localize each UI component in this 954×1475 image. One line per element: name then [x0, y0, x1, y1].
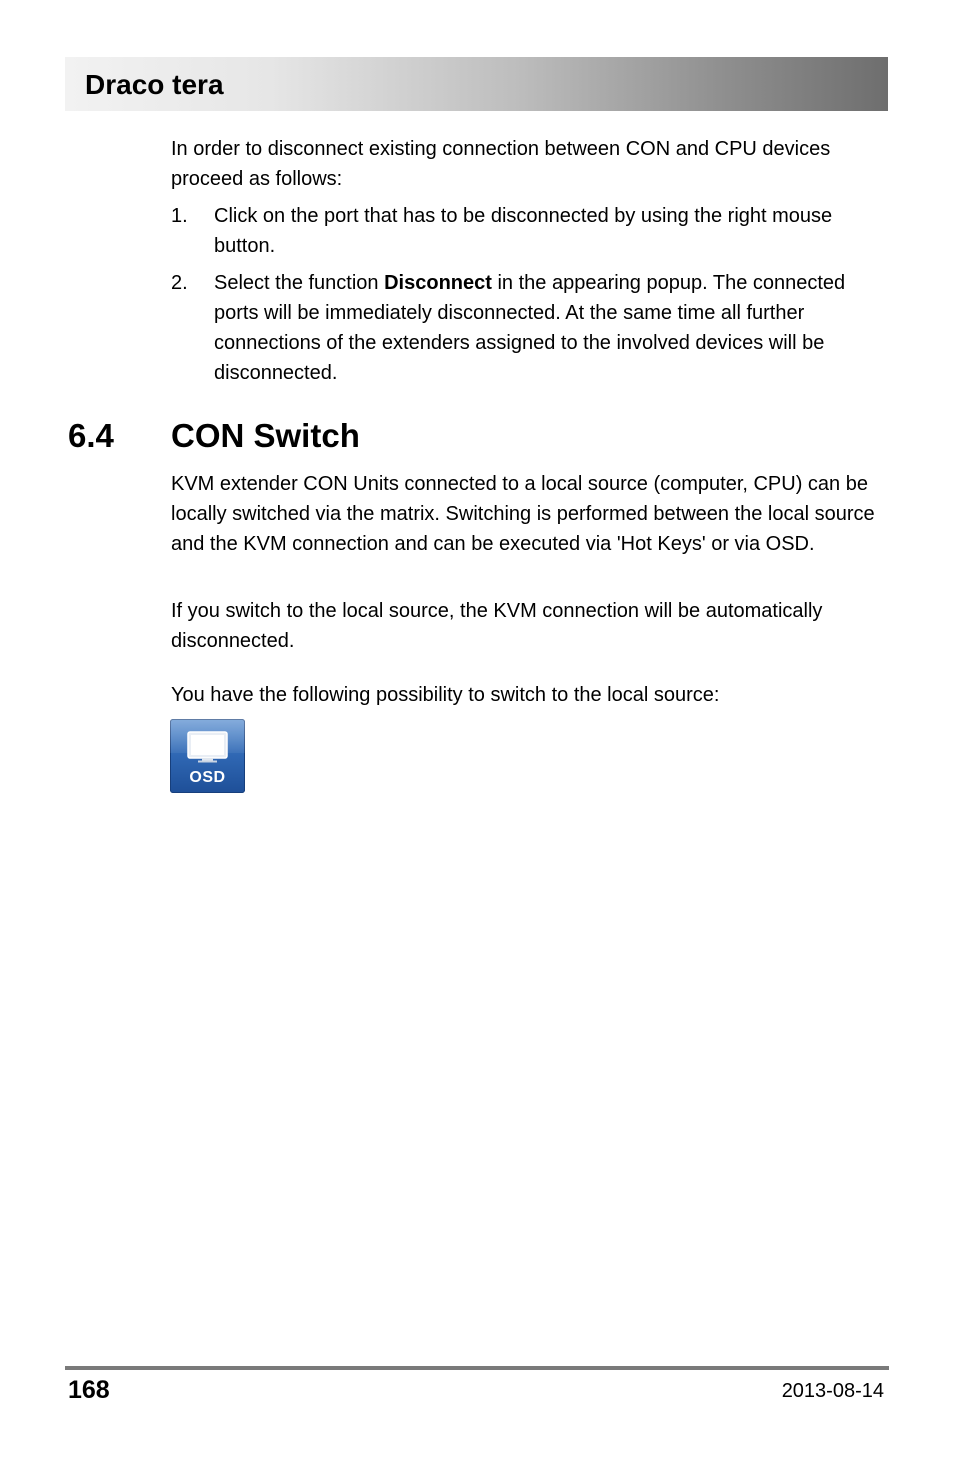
page-number: 168 [68, 1376, 110, 1404]
list-item-number: 2. [171, 272, 188, 294]
list-item-text-before: Select the function [214, 272, 385, 294]
header-title: Draco tera [85, 69, 224, 100]
intro-paragraph: In order to disconnect existing connection between CON and CPU devices proceed as follows: [171, 138, 831, 190]
section-title: CON Switch [171, 417, 360, 454]
header-bar [65, 57, 888, 111]
list-item-number: 1. [171, 205, 188, 227]
section-paragraph: If you switch to the local source, the KVM connection will be automatically disconnected. [171, 600, 823, 652]
section-paragraph: KVM extender CON Units connected to a local source (computer, CPU) can be locally switched via the matrix. Switching is performed between the local source and the KVM connection and can be executed via 'Hot Keys' or via OSD. [171, 473, 875, 555]
list-item-text-after: in the appearing popup. The connected ports will be immediately disconnected. At the same time all further connections of the extenders assigned to the involved devices will be disconnected. [214, 272, 846, 384]
list-item-text: Click on the port that has to be disconnected by using the right mouse button. [214, 205, 833, 257]
list-item-text [214, 268, 889, 388]
section-paragraph: You have the following possibility to switch to the local source: [171, 684, 720, 706]
list-item [171, 268, 891, 388]
osd-button-label: OSD [189, 769, 226, 786]
footer-rule [65, 1366, 889, 1370]
osd-button[interactable] [170, 719, 245, 793]
list-item [171, 201, 891, 261]
section-number: 6.4 [68, 417, 114, 454]
disconnect-function-name: Disconnect [384, 272, 492, 294]
monitor-icon [187, 731, 228, 763]
footer-date: 2013-08-14 [781, 1380, 884, 1402]
